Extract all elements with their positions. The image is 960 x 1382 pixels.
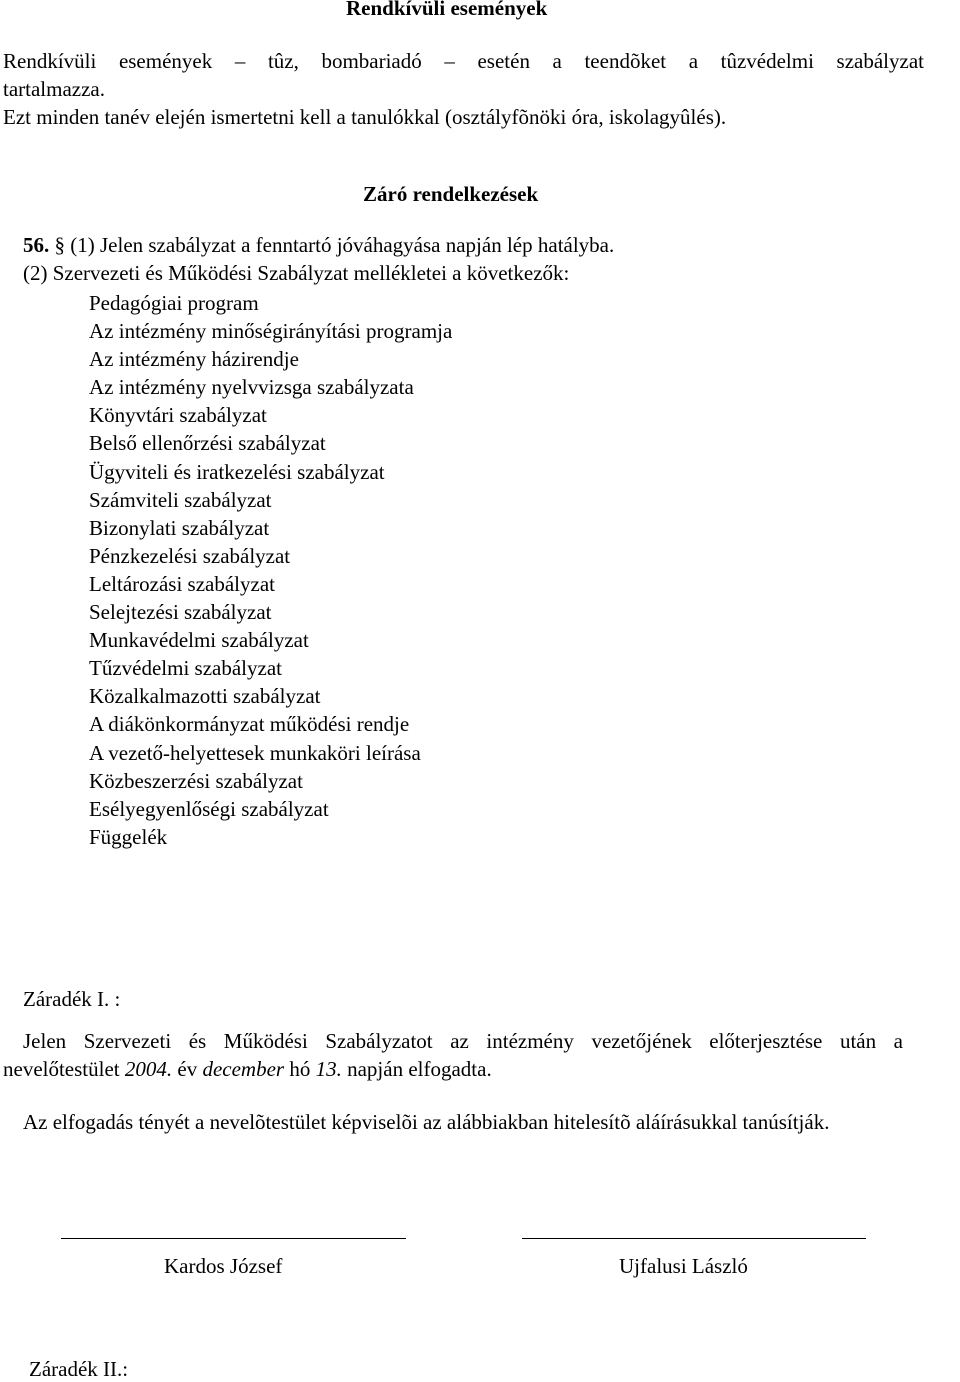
annex-list-item: Közalkalmazotti szabályzat: [89, 684, 321, 709]
annex-list-item: Számviteli szabályzat: [89, 487, 272, 512]
clause-1-text-suffix: napján elfogadta.: [341, 1057, 492, 1081]
annex-list-item: Tűzvédelmi szabályzat: [89, 656, 282, 681]
paragraph-1-text: (1) Jelen szabályzat a fenntartó jóváhagyása napján lép hatályba.: [70, 233, 615, 257]
section-number: 56.: [23, 233, 50, 257]
emergencies-text-line-2: tartalmazza.: [3, 77, 106, 101]
adoption-month: december: [202, 1057, 285, 1081]
word-ev: év: [172, 1057, 203, 1081]
emergencies-text-line-3: Ezt minden tanév elején ismertetni kell a tanulókkal (osztályfõnöki óra, iskolagyûlés).: [3, 105, 727, 129]
clause-1-text-line-1: Jelen Szervezeti és Működési Szabályzatot az intézmény vezetőjének előterjesztése után a: [23, 1029, 903, 1053]
annex-list-item: Ügyviteli és iratkezelési szabályzat: [89, 459, 385, 484]
annex-list-item: Bizonylati szabályzat: [89, 515, 270, 540]
annex-list-item: Belső ellenőrzési szabályzat: [89, 431, 326, 456]
clause-1-text-line-2: [3, 1057, 492, 1082]
signature-line-left: [61, 1238, 406, 1239]
signatory-name-left: Kardos József: [164, 1254, 283, 1278]
section-sign-icon: §: [54, 233, 65, 257]
annex-list-item: Selejtezési szabályzat: [89, 600, 272, 625]
annex-list-item: Az intézmény házirendje: [89, 347, 299, 372]
annex-list-item: A vezető-helyettesek munkaköri leírása: [89, 740, 421, 765]
signature-line-right: [522, 1238, 866, 1239]
annex-list-item: Leltározási szabályzat: [89, 571, 275, 596]
annex-list-item: Pedagógiai program: [89, 291, 259, 315]
annex-list: [89, 289, 452, 851]
clause-1-label: Záradék I. :: [23, 987, 121, 1011]
word-ho: hó: [284, 1057, 316, 1081]
signatory-name-right: Ujfalusi László: [619, 1254, 748, 1278]
annex-list-item: Könyvtári szabályzat: [89, 403, 267, 428]
clause-1-text-prefix: nevelőtestület: [3, 1057, 125, 1081]
annex-list-item: Esélyegyenlőségi szabályzat: [89, 796, 329, 821]
annex-list-item: Közbeszerzési szabályzat: [89, 768, 303, 793]
annex-list-item: Pénzkezelési szabályzat: [89, 543, 291, 568]
annex-list-item: Munkavédelmi szabályzat: [89, 628, 309, 653]
annex-list-item: Az intézmény nyelvvizsga szabályzata: [89, 375, 414, 400]
section-title-emergencies: Rendkívüli események: [346, 0, 548, 20]
clause-2-label: Záradék II.:: [29, 1357, 129, 1381]
clause-1-text-line-3: Az elfogadás tényét a nevelõtestület képviselõi az alábbiakban hitelesítõ aláírásukkal tanúsítják.: [23, 1110, 830, 1134]
paragraph-2-text: (2) Szervezeti és Működési Szabályzat mellékletei a következők:: [23, 261, 570, 285]
emergencies-text-line-1: Rendkívüli események – tûz, bombariadó – esetén a teendõket a tûzvédelmi szabályzat: [3, 49, 924, 73]
annex-list-item: Az intézmény minőségirányítási programja: [89, 319, 453, 344]
annex-list-item: Függelék: [89, 824, 168, 849]
annex-list-item: A diákönkormányzat működési rendje: [89, 712, 410, 737]
section-title-closing-provisions: Záró rendelkezések: [363, 182, 539, 206]
paragraph-56-line: [23, 233, 614, 258]
adoption-year: 2004.: [124, 1057, 173, 1081]
adoption-day: 13.: [315, 1057, 342, 1081]
